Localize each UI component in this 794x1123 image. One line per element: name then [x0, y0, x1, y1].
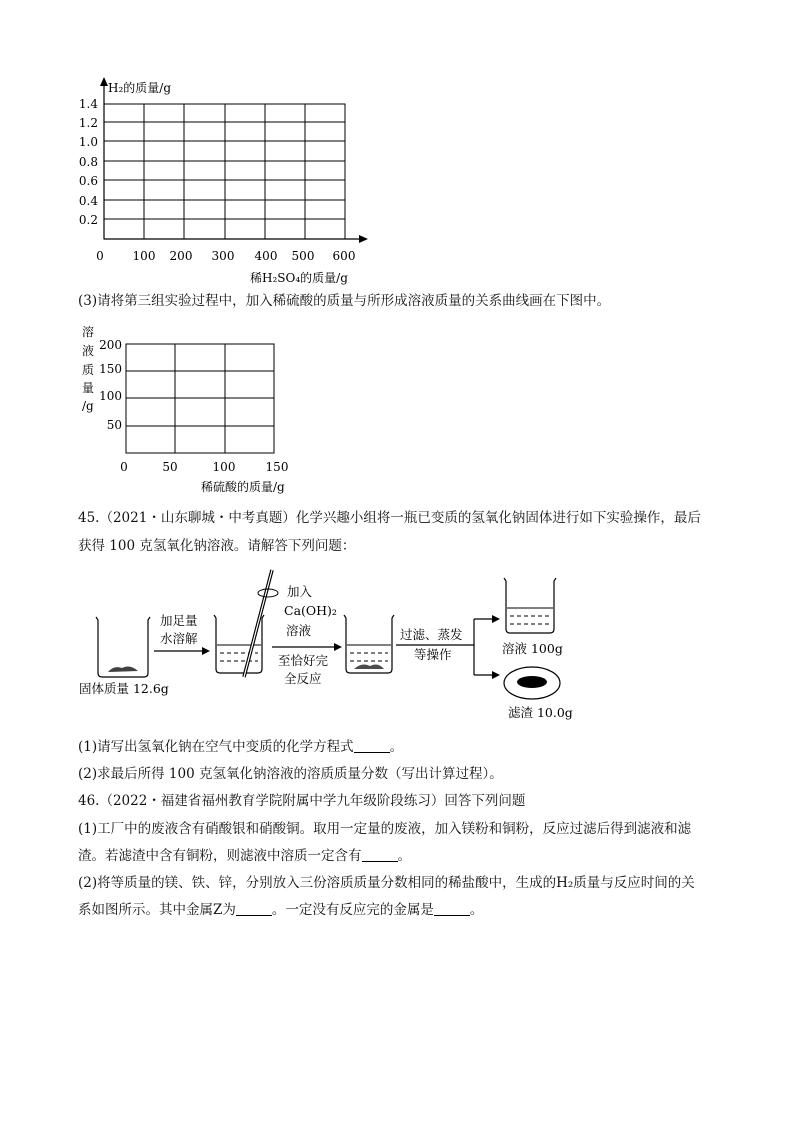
q46-stem: 46.（2022・福建省福州教育学院附属中学九年级阶段练习）回答下列问题: [78, 793, 526, 809]
q46-sub1-line2-text: 渣。若滤渣中含有铜粉，则滤液中溶质一定含有: [78, 848, 362, 864]
graph2-y-title-char: 量: [82, 381, 95, 395]
q46-sub2-line1: (2)将等质量的镁、铁、锌，分别放入三份溶质质量分数相同的稀盐酸中，生成的H₂质量与反应时间的关: [78, 875, 695, 891]
graph1-x-title: 稀H₂SO₄的质量/g: [250, 271, 348, 285]
graph-solution-mass: [74, 320, 314, 500]
q46-sub1-line1: (1)工厂中的废液含有硝酸银和硝酸铜。取用一定量的废液，加入镁粉和铜粉，反应过滤后得到滤液和滤: [78, 821, 692, 837]
glass-rod-icon: [244, 570, 278, 677]
graph2-x-tick: 100: [212, 460, 236, 474]
q46-sub2-line2a: 系如图所示。其中金属Z为: [78, 902, 236, 918]
graph1-y-tick: 0.6: [78, 174, 98, 188]
graph1-x-tick: 500: [291, 249, 315, 263]
graph2-x-tick: 0: [120, 460, 128, 474]
graph2-y-tick: 150: [99, 362, 122, 376]
graph2-x-tick: 50: [162, 460, 178, 474]
graph1-x-tick: 400: [254, 249, 278, 263]
experiment-diagram: [74, 565, 594, 725]
graph2-y-tick: 100: [99, 389, 122, 403]
step3-label-line2: 等操作: [414, 647, 452, 662]
graph2-y-title-char: 液: [82, 344, 95, 358]
graph1-y-title: H₂的质量/g: [108, 81, 172, 95]
graph2-y-tick: 50: [106, 418, 122, 432]
beaker-final-solution: [504, 578, 556, 633]
react-label-line2: 全反应: [284, 671, 322, 686]
q3-prompt: (3)请将第三组实验过程中，加入稀硫酸的质量与所形成溶液质量的关系曲线画在下图中。: [78, 293, 611, 309]
graph1-y-tick: 0.8: [78, 155, 98, 169]
graph2-y-title-char: /g: [82, 399, 94, 413]
q46-sub2-line2b: 。一定没有反应完的金属是: [271, 902, 434, 918]
residue-mass-label: 滤渣 10.0g: [508, 705, 573, 720]
filter-residue-dish: [504, 667, 560, 699]
q45-sub2: (2)求最后所得 100 克氢氧化钠溶液的溶质质量分数（写出计算过程）。: [78, 766, 503, 782]
add-reagent-line1: 加入: [287, 584, 313, 599]
beaker-reacted: [344, 615, 394, 673]
graph2-grid: [126, 344, 274, 453]
step3-label-line1: 过滤、蒸发: [400, 627, 463, 642]
arrow-step1-head: [202, 647, 210, 655]
beaker-solid: [96, 617, 150, 677]
graph1-y-tick: 1.0: [78, 135, 98, 149]
step1-label-line2: 水溶解: [160, 631, 198, 646]
arrow-to-residue-head: [492, 671, 500, 679]
graph1-x-arrow: [359, 235, 368, 243]
graph2-x-tick: 150: [265, 460, 289, 474]
graph2-y-title: [82, 324, 94, 413]
q45-sub1-text: (1)请写出氢氧化钠在空气中变质的化学方程式: [78, 739, 354, 755]
graph2-y-tick: 200: [99, 338, 122, 352]
graph2-y-title-char: 质: [82, 363, 95, 377]
graph1-x-tick: 200: [169, 249, 193, 263]
graph1-y-tick: 0.2: [78, 213, 98, 227]
q45-sub1: (1)请写出氢氧化钠在空气中变质的化学方程式 。: [78, 739, 404, 755]
graph2-x-title: 稀硫酸的质量/g: [201, 480, 285, 494]
graph1-x-tick: 300: [211, 249, 235, 263]
arrow-step2-head: [334, 643, 342, 651]
graph1-y-tick: 1.4: [78, 97, 98, 111]
graph1-x-tick: 0: [96, 249, 104, 263]
q46-sub2-line2: 系如图所示。其中金属Z为 。一定没有反应完的金属是 。: [78, 902, 484, 918]
graph1-y-arrow: [100, 77, 108, 86]
graph-h2-mass: [60, 76, 390, 286]
graph1-x-tick: 100: [132, 249, 156, 263]
graph1-grid: [104, 104, 345, 239]
solution-mass-label: 溶液 100g: [502, 641, 563, 656]
q46-sub1-line2: 渣。若滤渣中含有铜粉，则滤液中溶质一定含有 。: [78, 848, 411, 864]
q45-stem-line1: 45.（2021・山东聊城・中考真题）化学兴趣小组将一瓶已变质的氢氧化钠固体进行如下实验操作，最后: [78, 510, 701, 526]
answer-blank[interactable]: [354, 738, 390, 753]
arrow-to-solution-head: [492, 615, 500, 623]
add-reagent-line2: Ca(OH)₂: [284, 603, 337, 618]
add-reagent-line3: 溶液: [286, 623, 312, 638]
solid-mass-label: 固体质量 12.6g: [79, 681, 169, 696]
q45-stem-line2: 获得 100 克氢氧化钠溶液。请解答下列问题：: [78, 538, 356, 554]
graph1-x-tick: 600: [332, 249, 356, 263]
answer-blank[interactable]: [236, 901, 272, 916]
graph2-y-title-char: 溶: [82, 325, 95, 339]
answer-blank[interactable]: [434, 901, 470, 916]
step1-label-line1: 加足量: [160, 613, 198, 628]
react-label-line1: 至恰好完: [278, 653, 329, 668]
answer-blank[interactable]: [362, 847, 398, 862]
graph1-y-tick: 0.4: [78, 194, 98, 208]
graph1-y-tick: 1.2: [78, 116, 98, 130]
